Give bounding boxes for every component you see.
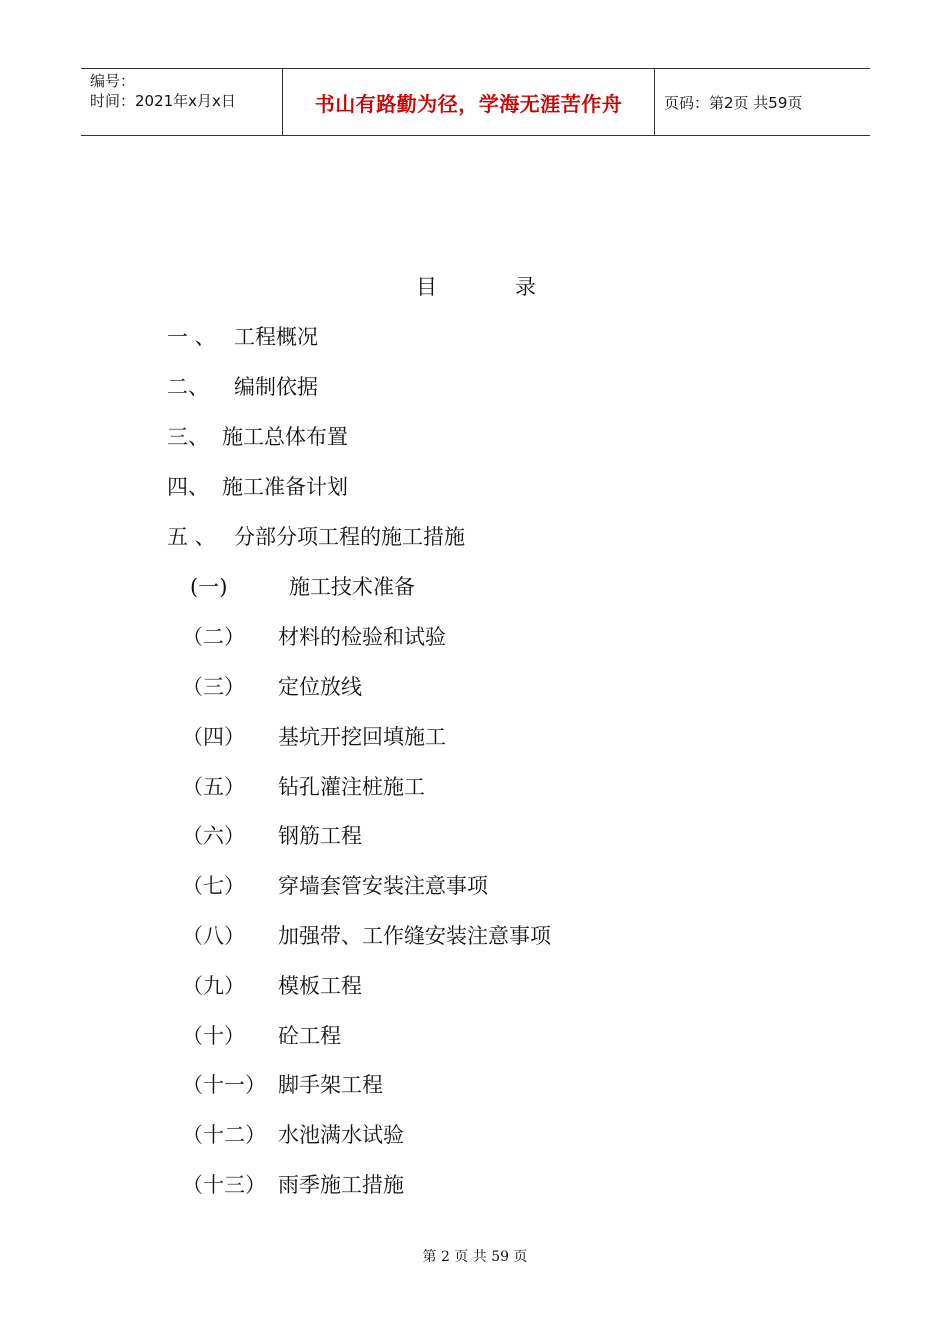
toc-entry-title: 雨季施工措施 (278, 1173, 404, 1197)
toc-entry (0, 371, 950, 397)
header-motto: 书山有路勤为径，学海无涯苦作舟 (314, 91, 623, 116)
toc-entry-title: 穿墙套管安装注意事项 (278, 874, 488, 898)
toc-entry-number: （八） (182, 924, 245, 948)
toc-entry (0, 471, 950, 497)
toc-entry-number: （七） (182, 874, 245, 898)
toc-entry-title: 水池满水试验 (278, 1123, 404, 1147)
toc-entry-title: 分部分项工程的施工措施 (234, 525, 465, 549)
toc-entry-title: 编制依据 (234, 375, 318, 399)
toc-entry-number: (一) (190, 575, 228, 599)
toc-entry-title: 施工总体布置 (222, 425, 348, 449)
toc-entry-title: 钢筋工程 (278, 824, 362, 848)
toc-entry (0, 771, 950, 797)
toc-entry-title: 砼工程 (278, 1024, 341, 1048)
header-page-number: 页码：第2页 共59页 (664, 93, 803, 112)
toc-entry-title: 钻孔灌注桩施工 (278, 775, 425, 799)
header-page-info (655, 69, 870, 135)
toc-entry (0, 1169, 950, 1195)
toc-entry-number: （十二） (182, 1123, 266, 1147)
toc-title-char-1: 目 (416, 275, 437, 299)
toc-entry-number: （九） (182, 974, 245, 998)
toc-entry-title: 模板工程 (278, 974, 362, 998)
toc-entry-number: 三、 (167, 425, 209, 449)
toc-entry (0, 571, 950, 597)
toc-entry-title: 基坑开挖回填施工 (278, 725, 446, 749)
document-date: 时间：2021年x月x日 (90, 92, 236, 110)
header-meta (81, 69, 282, 135)
toc-entry (0, 820, 950, 846)
toc-entry (0, 870, 950, 896)
toc-entry-number: 二、 (167, 375, 209, 399)
toc-entry (0, 920, 950, 946)
toc-entry-title: 工程概况 (234, 325, 318, 349)
toc-entry-number: （三） (182, 675, 245, 699)
toc-entry (0, 421, 950, 447)
header-motto-cell (282, 69, 655, 135)
toc-entry-number: （二） (182, 625, 245, 649)
toc-entry (0, 621, 950, 647)
toc-entry (0, 1069, 950, 1095)
toc-entry-number: （四） (182, 725, 245, 749)
toc-entry-number: （五） (182, 775, 245, 799)
toc-entry (0, 521, 950, 547)
toc-entry-title: 施工准备计划 (222, 475, 348, 499)
toc-entry (0, 1020, 950, 1046)
toc-entry-title: 加强带、工作缝安装注意事项 (278, 924, 551, 948)
toc-entry (0, 671, 950, 697)
toc-entry-number: （十） (182, 1024, 245, 1048)
page-header (81, 68, 870, 136)
toc-entry-title: 定位放线 (278, 675, 362, 699)
page-footer: 第 2 页 共 59 页 (422, 1249, 528, 1265)
toc-entry-title: 材料的检验和试验 (278, 625, 446, 649)
toc-title-char-2: 录 (515, 275, 536, 299)
toc-entry (0, 321, 950, 347)
toc-entry-number: 一 、 (167, 325, 216, 349)
toc-entry-number: （六） (182, 824, 245, 848)
toc-entry (0, 970, 950, 996)
toc-entry-number: 五 、 (167, 525, 216, 549)
toc-entry-title: 施工技术准备 (289, 575, 415, 599)
document-number-label: 编号： (90, 72, 136, 90)
toc-entry (0, 721, 950, 747)
toc-entry (0, 1119, 950, 1145)
toc-entry-number: （十三） (182, 1173, 266, 1197)
toc-entry-number: （十一） (182, 1073, 266, 1097)
toc-entry-number: 四、 (167, 475, 209, 499)
toc-entry-title: 脚手架工程 (278, 1073, 383, 1097)
